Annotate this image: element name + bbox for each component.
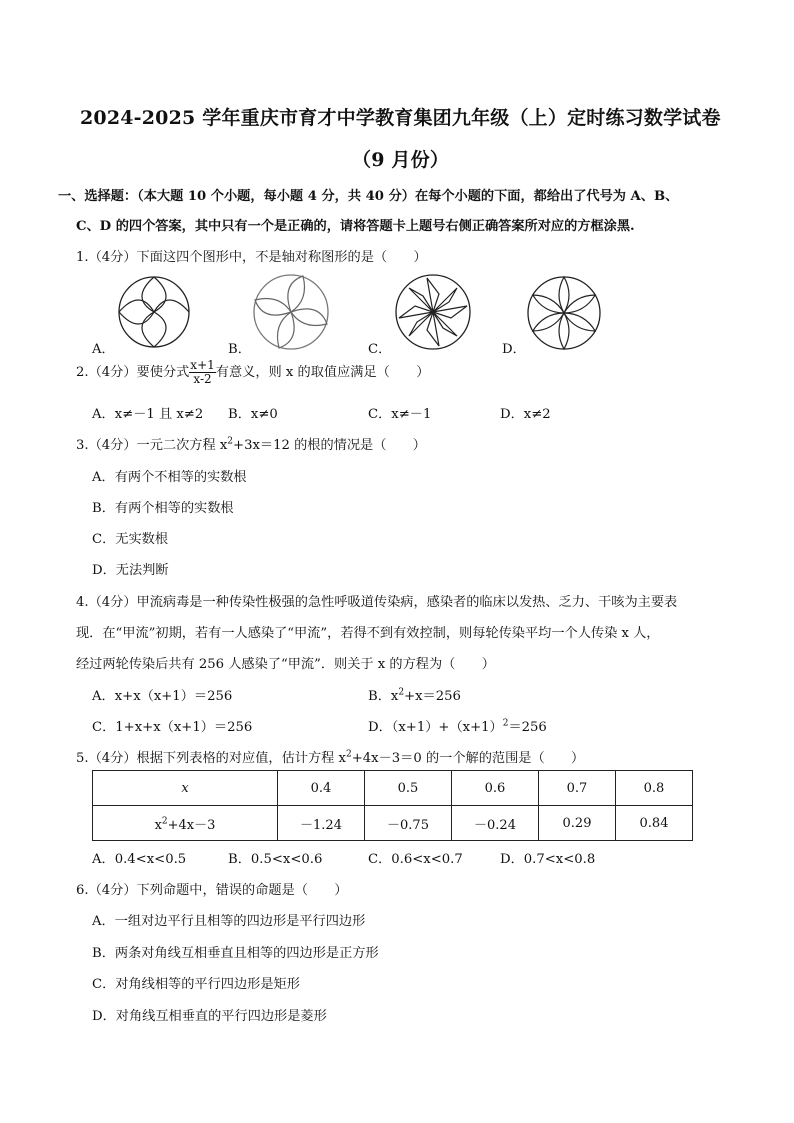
question-1-stem: 1.（4分）下面这四个图形中，不是轴对称图形的是（ ） xyxy=(76,250,427,265)
q4-option-a[interactable]: A．x+x（x+1）＝256 xyxy=(92,689,233,704)
question-6-stem: 6.（4分）下列命题中，错误的命题是（ ） xyxy=(76,883,348,898)
question-4-line1: 4.（4分）甲流病毒是一种传染性极强的急性呼吸道传染病，感染者的临床以发热、乏力、干咳为主要表 xyxy=(76,595,678,610)
q5-row1-head: x xyxy=(181,780,189,796)
q3-option-d[interactable]: D．无法判断 xyxy=(92,563,169,578)
q4-option-d-exponent: 2 xyxy=(502,718,509,729)
q2-option-c[interactable]: C．x≠－1 xyxy=(368,407,432,422)
q5-row2-head-pre: x xyxy=(154,817,162,833)
q2-option-d[interactable]: D．x≠2 xyxy=(500,407,551,422)
question-2-stem xyxy=(76,358,429,388)
figure-b-icon xyxy=(251,272,331,352)
q2-option-a[interactable]: A．x≠－1 且 x≠2 xyxy=(92,407,204,422)
question-4-line2: 现．在“甲流”初期，若有一人感染了“甲流”，若得不到有效控制，则每轮传染平均一个人传染 x 人， xyxy=(76,626,660,641)
figure-c-icon xyxy=(393,272,473,352)
table-row xyxy=(93,806,693,841)
q2-stem-after: 有意义，则 x 的取值应满足（ ） xyxy=(215,365,430,380)
q3-exponent: 2 xyxy=(227,436,234,447)
q4-option-b-pre: B．x xyxy=(368,689,399,704)
question-5-stem xyxy=(76,747,584,766)
q3-stem-before: 3.（4分）一元二次方程 x xyxy=(76,438,228,453)
q4-option-d-pre: D．（x+1）+（x+1） xyxy=(368,720,503,735)
q2-fraction xyxy=(189,359,215,386)
q3-stem-after: +3x＝12 的根的情况是（ ） xyxy=(233,438,426,453)
table-header-cell xyxy=(93,806,278,841)
question-4-line3: 经过两轮传染后共有 256 人感染了“甲流”．则关于 x 的方程为（ ） xyxy=(76,657,495,672)
table-row xyxy=(93,771,693,806)
q5-row2-exponent: 2 xyxy=(161,816,168,827)
figure-a-icon xyxy=(116,274,192,350)
exam-subtitle: （9 月份） xyxy=(352,149,450,171)
table-cell: 0.29 xyxy=(539,806,616,841)
q4-option-b-exponent: 2 xyxy=(398,687,405,698)
q5-stem-after: +4x－3＝0 的一个解的范围是（ ） xyxy=(351,751,585,766)
q5-stem-before: 5.（4分）根据下列表格的对应值，估计方程 x xyxy=(76,751,346,766)
q3-option-c[interactable]: C．无实数根 xyxy=(92,532,169,547)
table-cell: －0.75 xyxy=(365,806,452,841)
q4-option-d[interactable] xyxy=(368,716,547,735)
section-instruction-line2: C、D 的四个答案，其中只有一个是正确的，请将答题卡上题号右侧正确答案所对应的方框涂黑. xyxy=(76,219,635,234)
q6-option-d[interactable]: D．对角线互相垂直的平行四边形是菱形 xyxy=(92,1009,327,1024)
q2-stem-before: 2.（4分）要使分式 xyxy=(76,365,190,380)
q1-option-c[interactable]: C． xyxy=(368,342,392,357)
q3-option-b[interactable]: B．有两个相等的实数根 xyxy=(92,501,234,516)
table-cell: －0.24 xyxy=(452,806,539,841)
q2-fraction-numerator: x+1 xyxy=(190,358,215,372)
q2-fraction-denominator: x-2 xyxy=(193,372,212,386)
q4-option-b[interactable] xyxy=(368,685,461,704)
q6-option-a[interactable]: A．一组对边平行且相等的四边形是平行四边形 xyxy=(92,914,366,929)
q4-option-d-post: ＝256 xyxy=(508,720,547,735)
q2-option-b[interactable]: B．x≠0 xyxy=(228,407,278,422)
table-cell: 0.84 xyxy=(616,806,693,841)
figure-d-icon xyxy=(525,274,603,352)
section-instruction-line1: 一、选择题：（本大题 10 个小题，每小题 4 分，共 40 分）在每个小题的下面，都给出了代号为 A、B、 xyxy=(58,189,679,204)
q5-exponent: 2 xyxy=(345,749,352,760)
q1-option-a[interactable]: A． xyxy=(92,342,115,357)
q4-option-b-post: +x＝256 xyxy=(404,689,461,704)
q1-option-d[interactable]: D． xyxy=(502,342,526,357)
table-cell: 0.8 xyxy=(616,771,693,806)
exam-title: 2024-2025 学年重庆市育才中学教育集团九年级（上）定时练习数学试卷 xyxy=(80,107,721,129)
q6-option-c[interactable]: C．对角线相等的平行四边形是矩形 xyxy=(92,977,300,992)
q5-option-c[interactable]: C．0.6<x<0.7 xyxy=(368,852,463,867)
q5-option-d[interactable]: D．0.7<x<0.8 xyxy=(500,852,596,867)
q3-option-a[interactable]: A．有两个不相等的实数根 xyxy=(92,470,247,485)
question-3-stem xyxy=(76,434,426,453)
q5-value-table xyxy=(92,770,693,841)
q5-option-a[interactable]: A．0.4<x<0.5 xyxy=(92,852,187,867)
q6-option-b[interactable]: B．两条对角线互相垂直且相等的四边形是正方形 xyxy=(92,946,379,961)
table-header-cell xyxy=(93,771,278,806)
q5-option-b[interactable]: B．0.5<x<0.6 xyxy=(228,852,323,867)
table-cell: 0.5 xyxy=(365,771,452,806)
q5-row2-head-post: +4x－3 xyxy=(167,817,216,833)
q1-option-b[interactable]: B． xyxy=(228,342,251,357)
table-cell: 0.6 xyxy=(452,771,539,806)
table-cell: －1.24 xyxy=(278,806,365,841)
table-cell: 0.7 xyxy=(539,771,616,806)
table-cell: 0.4 xyxy=(278,771,365,806)
q4-option-c[interactable]: C．1+x+x（x+1）＝256 xyxy=(92,720,253,735)
